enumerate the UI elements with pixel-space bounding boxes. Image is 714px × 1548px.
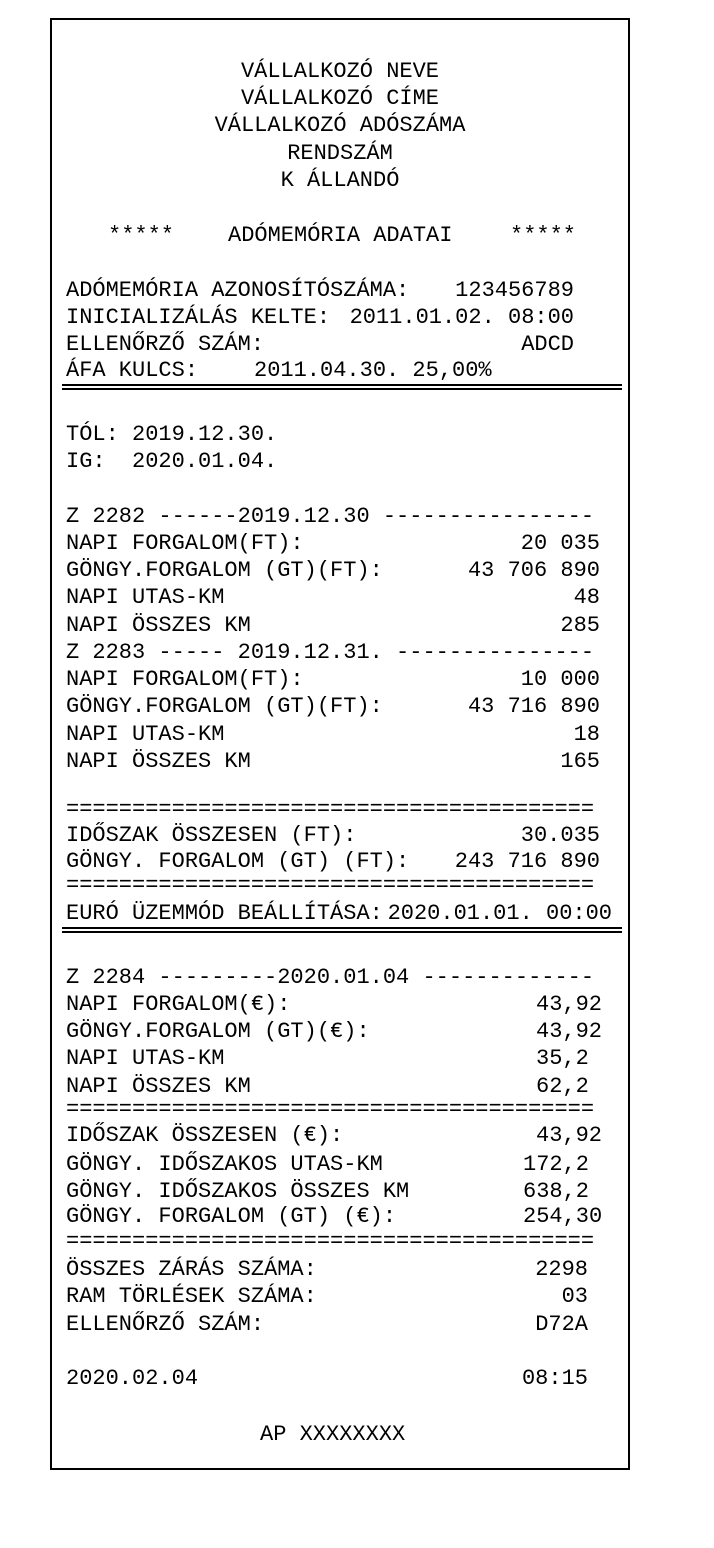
closing-label: RAM TÖRLÉSEK SZÁMA: xyxy=(66,1284,317,1309)
euro-total-label: IDŐSZAK ÖSSZESEN (€): xyxy=(66,1123,344,1148)
z2283-row-value: 165 xyxy=(560,749,600,774)
closing-value: 03 xyxy=(561,1284,588,1309)
stars-right: ***** xyxy=(510,223,577,248)
vat-label: ÁFA KULCS: xyxy=(66,358,199,383)
separator: ======================================== xyxy=(66,1097,595,1122)
z2282-row-value: 20 035 xyxy=(520,531,600,556)
section-title: ADÓMEMÓRIA ADATAI xyxy=(228,223,453,248)
z2284-row-label: NAPI UTAS-KM xyxy=(66,1046,225,1071)
closing-value: D72A xyxy=(535,1312,588,1337)
z2284-row-label: GÖNGY.FORGALOM (GT)(€): xyxy=(66,1019,370,1044)
z2282-row-label: NAPI ÖSSZES KM xyxy=(66,613,251,638)
z2283-row-label: GÖNGY.FORGALOM (GT)(FT): xyxy=(66,694,383,719)
closing-label: ÖSSZES ZÁRÁS SZÁMA: xyxy=(66,1257,317,1282)
euro-total-value: 254,30 xyxy=(523,1204,603,1229)
euro-total-label: GÖNGY. FORGALOM (GT) (€): xyxy=(66,1204,397,1229)
init-label: INICIALIZÁLÁS KELTE: xyxy=(66,305,331,330)
euro-total-value: 172,2 xyxy=(523,1152,590,1177)
business-name: VÁLLALKOZÓ NEVE xyxy=(240,59,440,84)
business-address: VÁLLALKOZÓ CÍME xyxy=(240,86,440,111)
separator: ======================================== xyxy=(66,797,595,822)
receipt xyxy=(50,18,630,1470)
euro-total-value: 43,92 xyxy=(536,1123,603,1148)
z2282-row-value: 285 xyxy=(560,613,600,638)
z2283-row-label: NAPI FORGALOM(FT): xyxy=(66,667,304,692)
euro-total-label: GÖNGY. IDŐSZAKOS UTAS-KM xyxy=(66,1152,383,1177)
double-rule xyxy=(62,384,622,390)
print-time: 08:15 xyxy=(521,1366,588,1391)
z2283-title: Z 2283 ----- 2019.12.31. --------------- xyxy=(66,640,595,665)
z2282-row-label: GÖNGY.FORGALOM (GT)(FT): xyxy=(66,558,383,583)
euro-mode-value: 2020.01.01. 00:00 xyxy=(387,901,612,926)
z2284-row-label: NAPI FORGALOM(€): xyxy=(66,992,291,1017)
z2282-row-value: 43 706 890 xyxy=(467,558,600,583)
separator: ======================================== xyxy=(66,1229,595,1254)
memory-id-value: 123456789 xyxy=(455,278,574,303)
z2284-row-value: 43,92 xyxy=(536,992,603,1017)
print-date: 2020.02.04 xyxy=(66,1366,199,1391)
period-from: TÓL: 2019.12.30. xyxy=(66,422,278,447)
license-plate: RENDSZÁM xyxy=(287,141,393,166)
double-rule xyxy=(62,927,622,933)
z2284-row-value: 35,2 xyxy=(536,1046,589,1071)
period-to: IG: 2020.01.04. xyxy=(66,449,278,474)
init-value: 2011.01.02. 08:00 xyxy=(349,305,574,330)
memory-id-label: ADÓMEMÓRIA AZONOSÍTÓSZÁMA: xyxy=(66,278,410,303)
z2284-row-label: NAPI ÖSSZES KM xyxy=(66,1074,251,1099)
z2282-row-value: 48 xyxy=(573,585,600,610)
separator: ======================================== xyxy=(66,873,595,898)
z2283-row-label: NAPI ÖSSZES KM xyxy=(66,749,251,774)
z2283-row-label: NAPI UTAS-KM xyxy=(66,722,225,747)
period-sum-value: 30.035 xyxy=(520,823,600,848)
z2283-row-value: 18 xyxy=(573,722,600,747)
check-label: ELLENŐRZŐ SZÁM: xyxy=(66,332,265,357)
euro-total-label: GÖNGY. IDŐSZAKOS ÖSSZES KM xyxy=(66,1179,410,1204)
business-tax-number: VÁLLALKOZÓ ADÓSZÁMA xyxy=(214,113,466,138)
period-gt-value: 243 716 890 xyxy=(454,849,600,874)
vat-value: 2011.04.30. 25,00% xyxy=(254,358,492,383)
z2283-row-value: 43 716 890 xyxy=(467,694,600,719)
z2282-row-label: NAPI UTAS-KM xyxy=(66,585,225,610)
z2284-row-value: 43,92 xyxy=(536,1019,603,1044)
period-sum-label: IDŐSZAK ÖSSZESEN (FT): xyxy=(66,823,357,848)
period-gt-label: GÖNGY. FORGALOM (GT) (FT): xyxy=(66,849,410,874)
closing-value: 2298 xyxy=(535,1257,588,1282)
stars-left: ***** xyxy=(108,223,175,248)
k-constant: K ÁLLANDÓ xyxy=(280,168,400,193)
euro-mode-label: EURÓ ÜZEMMÓD BEÁLLÍTÁSA: xyxy=(66,901,383,926)
z2283-row-value: 10 000 xyxy=(520,667,600,692)
check-value: ADCD xyxy=(521,332,574,357)
z2284-title: Z 2284 ---------2020.01.04 ------------- xyxy=(66,965,595,990)
z2282-row-label: NAPI FORGALOM(FT): xyxy=(66,531,304,556)
z2282-title: Z 2282 ------2019.12.30 ---------------- xyxy=(66,504,595,529)
closing-label: ELLENŐRZŐ SZÁM: xyxy=(66,1312,265,1337)
z2284-row-value: 62,2 xyxy=(536,1074,589,1099)
ap-number: AP XXXXXXXX xyxy=(260,1422,406,1447)
euro-total-value: 638,2 xyxy=(523,1179,590,1204)
